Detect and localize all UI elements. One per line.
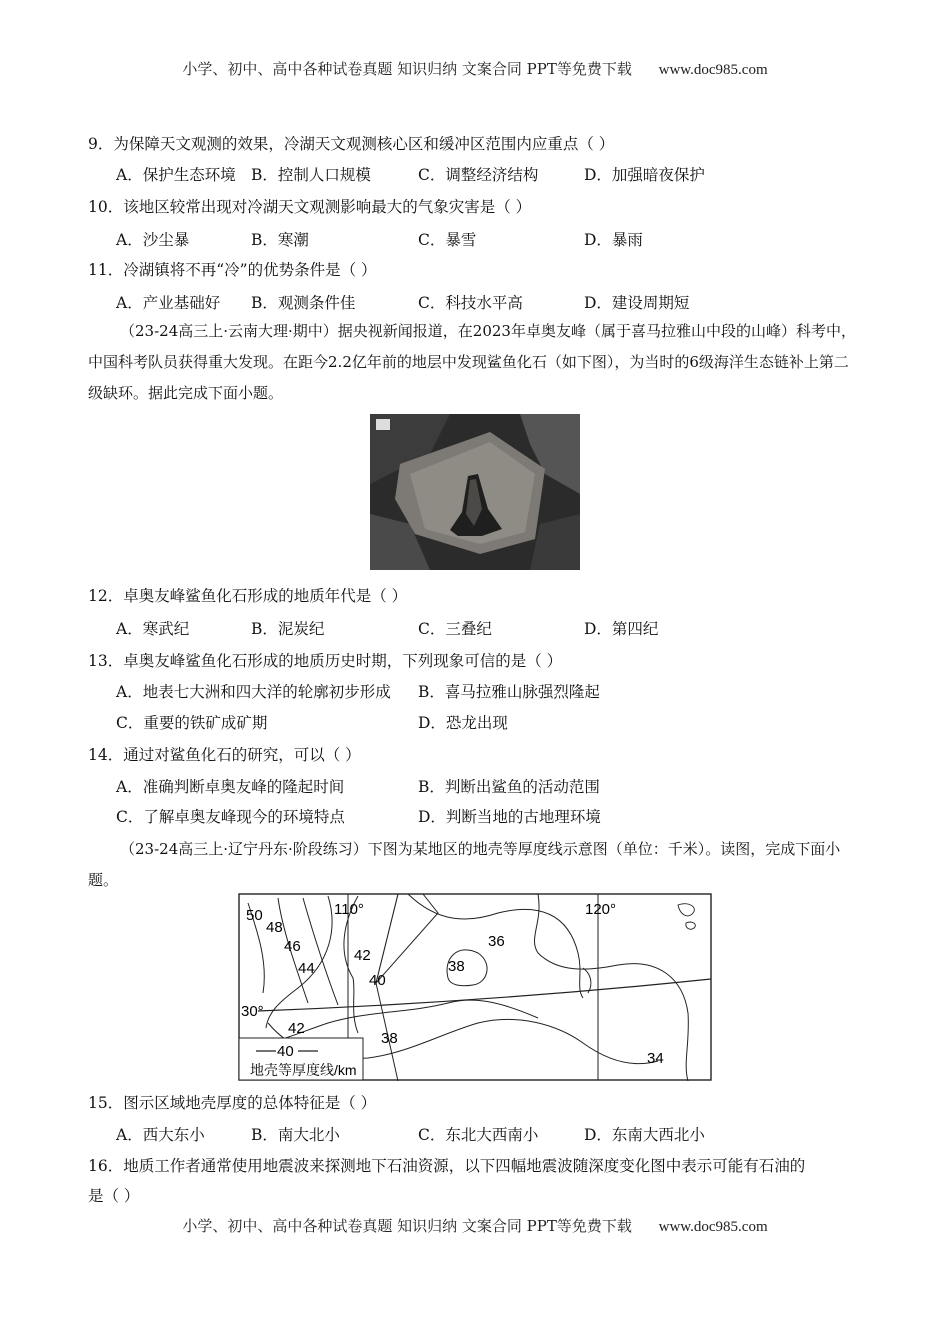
q10-option-b: B．寒潮 [251,231,309,249]
question-12-stem: 12．卓奥友峰鲨鱼化石形成的地质年代是（ ） [88,587,408,605]
contour-label-44: 44 [298,960,315,977]
page-footer [0,1215,950,1236]
header-text: 小学、初中、高中各种试卷真题 知识归纳 文案合同 PPT等免费下载 [182,60,632,78]
q12-option-c: C．三叠纪 [418,620,492,638]
q10-option-a: A．沙尘暴 [116,231,190,249]
contour-label-50: 50 [246,907,263,924]
contour-label-36: 36 [488,933,505,950]
latitude-label-30: 30° [241,1003,264,1020]
contour-label-40: 40 [369,972,386,989]
q14-option-d: D．判断当地的古地理环境 [418,808,601,826]
q14-option-c: C．了解卓奥友峰现今的环境特点 [116,808,345,826]
q14-option-a: A．准确判断卓奥友峰的隆起时间 [116,778,345,796]
contour-label-34: 34 [647,1050,664,1067]
question-14-stem: 14．通过对鲨鱼化石的研究，可以（ ） [88,746,361,764]
q9-option-d: D．加强暗夜保护 [584,166,705,184]
contour-label-42-south: 42 [288,1020,305,1037]
q9-option-c: C．调整经济结构 [418,166,539,184]
question-11-stem: 11．冷湖镇将不再“冷”的优势条件是（ ） [88,261,377,279]
fossil-image [370,414,580,570]
footer-site: www.doc985.com [658,1219,768,1235]
passage-intro-3: （23-24高三上·辽宁丹东·阶段练习）下图为某地区的地壳等厚度线示意图（单位：千米）。读图，完成下面小题。 [88,840,841,889]
contour-label-38-north: 38 [448,958,465,975]
longitude-label-120: 120° [585,901,617,918]
legend-text: 地壳等厚度线/km [250,1062,357,1078]
q15-option-a: A．西大东小 [116,1126,205,1144]
q12-option-a: A．寒武纪 [116,620,190,638]
q15-option-b: B．南大北小 [251,1126,340,1144]
question-13-stem: 13．卓奥友峰鲨鱼化石形成的地质历史时期，下列现象可信的是（ ） [88,652,563,670]
q15-option-d: D．东南大西北小 [584,1126,705,1144]
legend-value: 40 [277,1043,294,1060]
q13-option-c: C．重要的铁矿成矿期 [116,714,268,732]
passage-intro-2: （23-24高三上·云南大理·期中）据央视新闻报道，在2023年卓奥友峰（属于喜马拉雅山中段的山峰）科考中，中国科考队员获得重大发现。在距今2.2亿年前的地层中发现鲨鱼化石（如下图），为当时的6级海洋生态链补上第二级缺环。据此完成下面小题。 [88,322,856,402]
contour-label-38-south: 38 [381,1030,398,1047]
contour-label-42-north: 42 [354,947,371,964]
longitude-label-110: 110° [334,901,364,918]
q11-option-a: A．产业基础好 [116,294,221,312]
question-15-stem: 15．图示区域地壳厚度的总体特征是（ ） [88,1094,377,1112]
q12-option-b: B．泥炭纪 [251,620,325,638]
crust-thickness-map [238,893,712,1081]
question-16-stem-line1: 16．地质工作者通常使用地震波来探测地下石油资源，以下四幅地震波随深度变化图中表示可能有石油的 [88,1157,806,1175]
shark-fossil-photo [370,414,580,570]
footer-text: 小学、初中、高中各种试卷真题 知识归纳 文案合同 PPT等免费下载 [182,1217,632,1235]
contour-label-48: 48 [266,919,283,936]
page-header [0,58,950,79]
q15-option-c: C．东北大西南小 [418,1126,539,1144]
q11-option-b: B．观测条件佳 [251,294,356,312]
q10-option-c: C．暴雪 [418,231,477,249]
question-10-stem: 10．该地区较常出现对冷湖天文观测影响最大的气象灾害是（ ） [88,198,532,216]
q13-option-d: D．恐龙出现 [418,714,508,732]
contour-label-46: 46 [284,938,301,955]
question-16-stem-line2: 是（ ） [88,1187,140,1205]
header-site: www.doc985.com [658,62,768,78]
q13-option-a: A．地表七大洲和四大洋的轮廓初步形成 [116,683,391,701]
q12-option-d: D．第四纪 [584,620,659,638]
question-9-stem: 9．为保障天文观测的效果，冷湖天文观测核心区和缓冲区范围内应重点（ ） [88,135,615,153]
q11-option-d: D．建设周期短 [584,294,690,312]
crust-map-svg [238,893,712,1081]
q11-option-c: C．科技水平高 [418,294,523,312]
q14-option-b: B．判断出鲨鱼的活动范围 [418,778,600,796]
q9-option-a: A．保护生态环境 [116,166,236,184]
q13-option-b: B．喜马拉雅山脉强烈隆起 [418,683,600,701]
q10-option-d: D．暴雨 [584,231,643,249]
q9-option-b: B．控制人口规模 [251,166,371,184]
